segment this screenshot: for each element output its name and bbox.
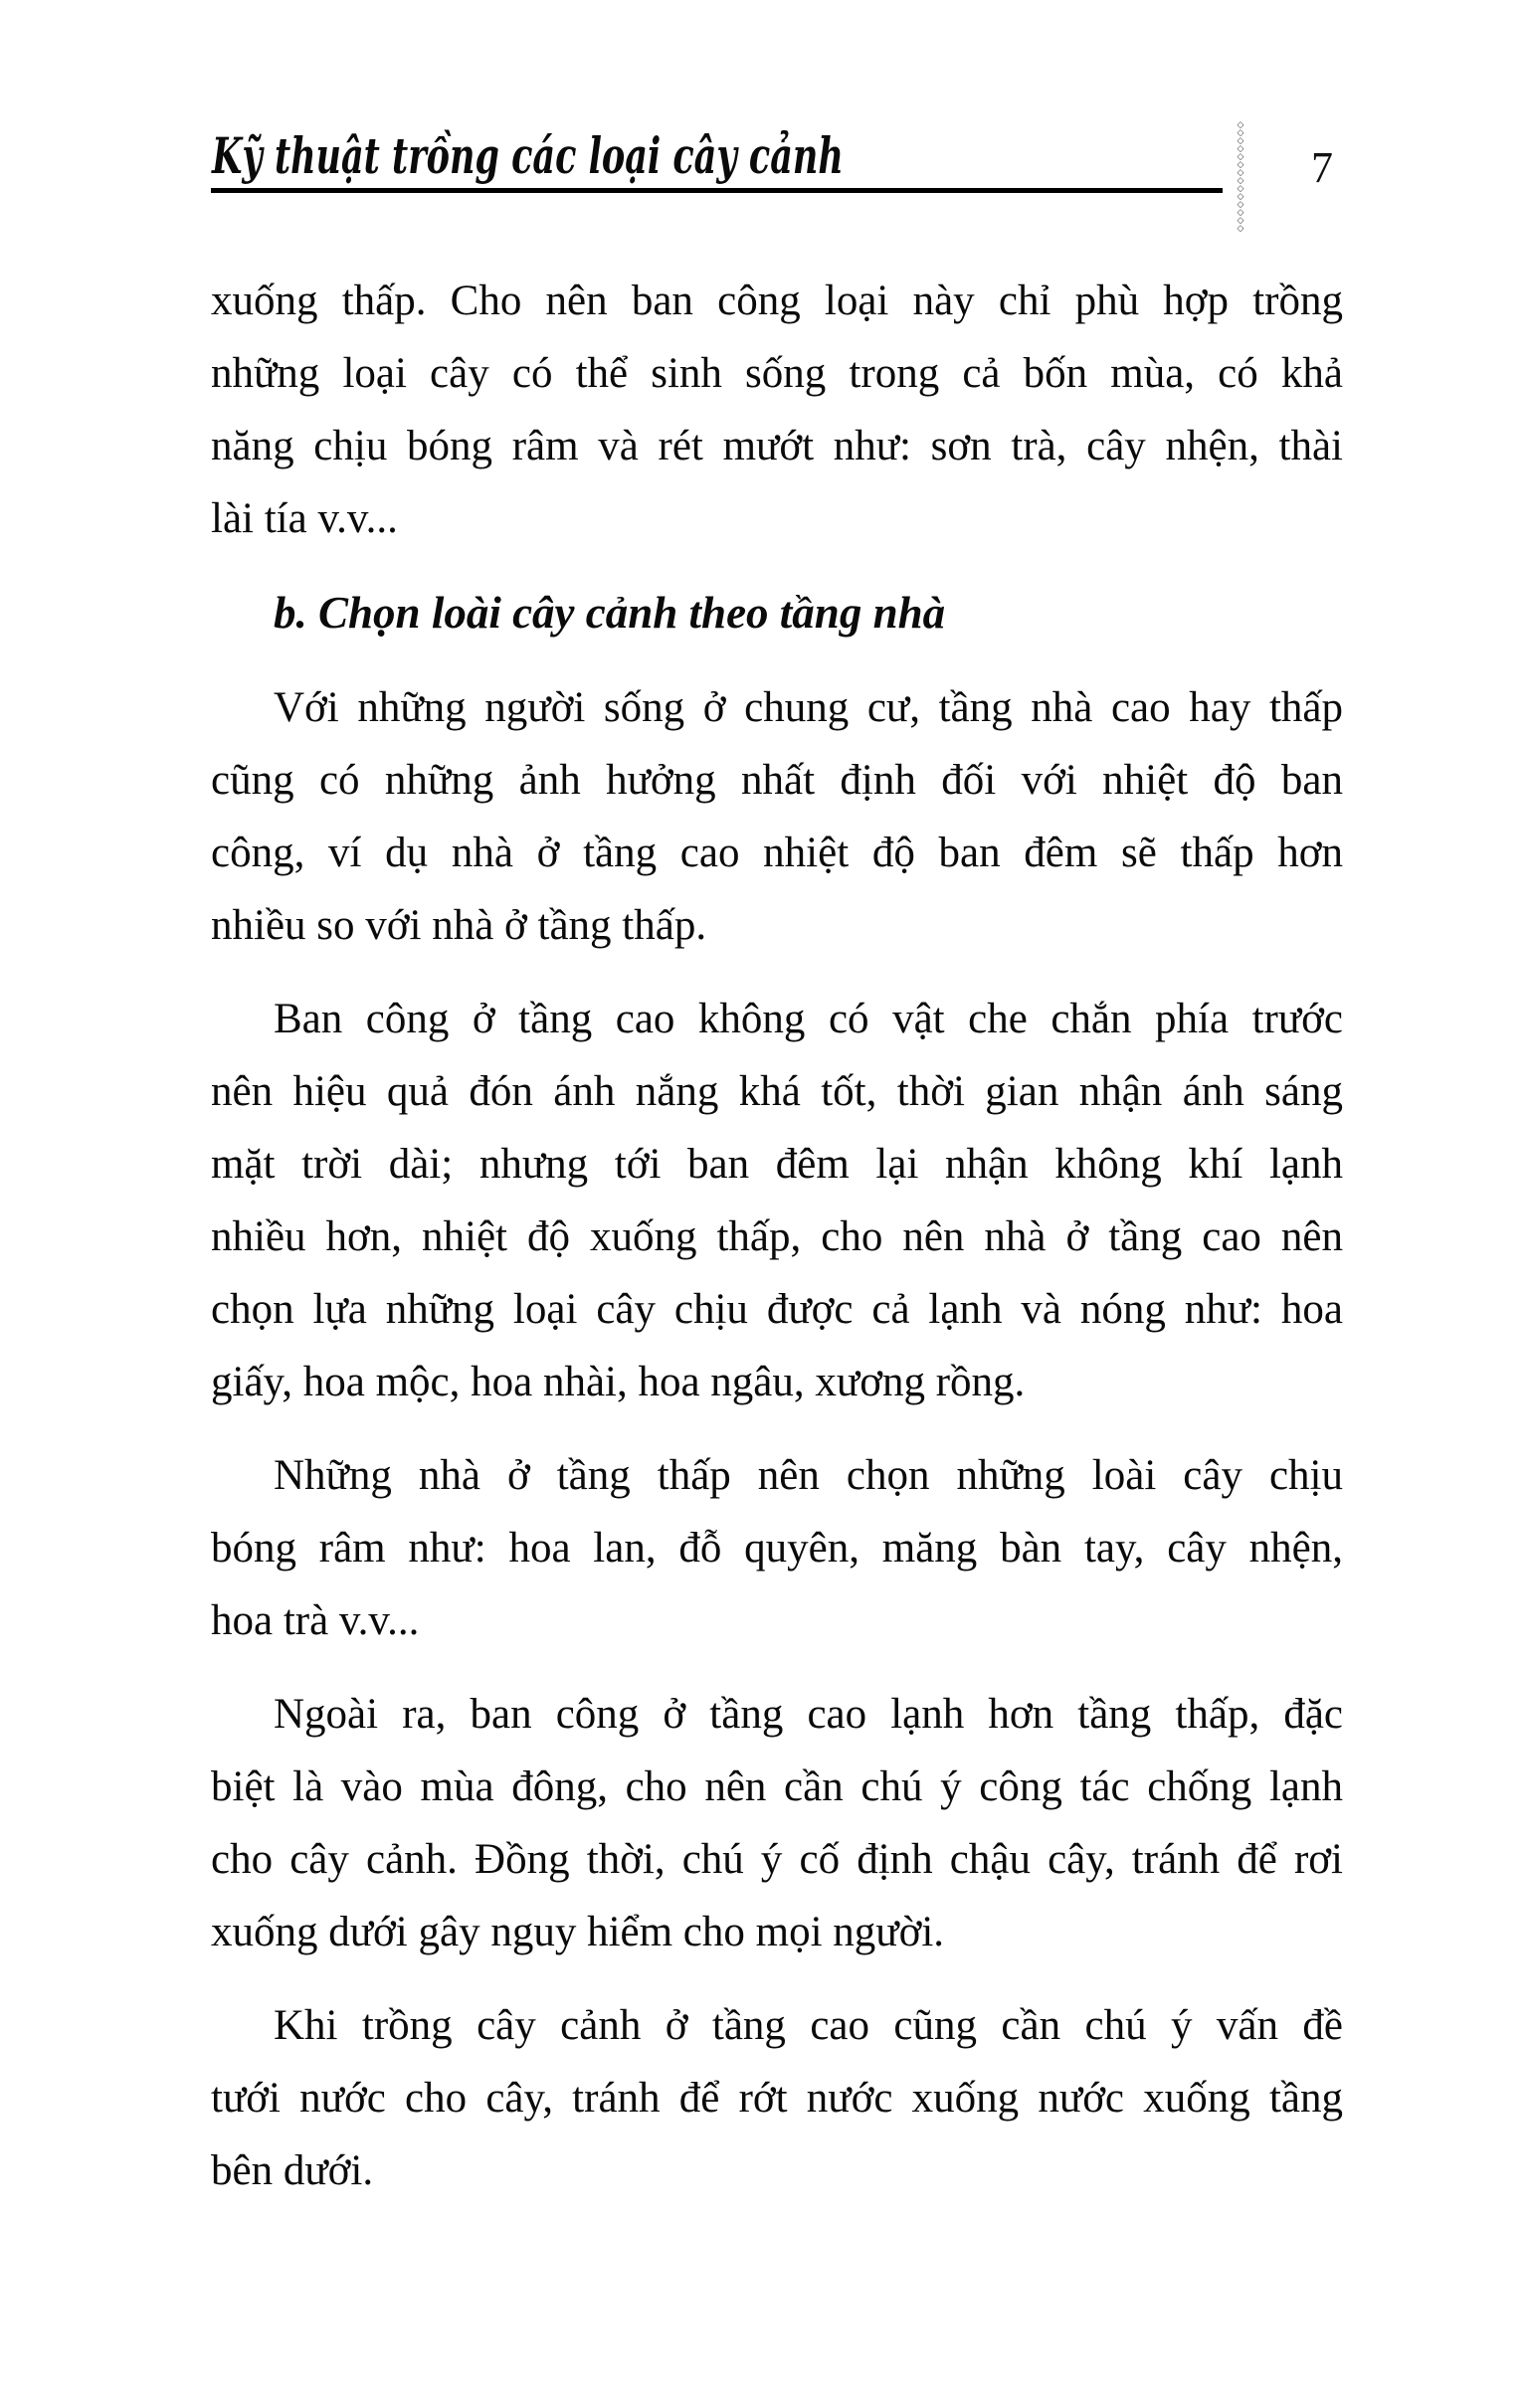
text-line: xuống thấp. Cho nên ban công loại này chỉ phù hợp trồng (211, 278, 1343, 324)
paragraph (211, 1989, 1343, 2207)
text-line: những loại cây có thể sinh sống trong cả bốn mùa, có khả (211, 350, 1343, 397)
text-line: hoa trà v.v... (211, 1597, 420, 1644)
paragraph (211, 671, 1343, 962)
text-line: lài tía v.v... (211, 495, 398, 542)
text-line: biệt là vào mùa đông, cho nên cần chú ý công tác chống lạnh (211, 1763, 1343, 1810)
text-line: tưới nước cho cây, tránh để rớt nước xuống nước xuống tầng (211, 2075, 1343, 2122)
text-line: Những nhà ở tầng thấp nên chọn những loài cây chịu (274, 1452, 1343, 1499)
paragraph (211, 265, 1343, 555)
paragraph (211, 1678, 1343, 1968)
text-line: chọn lựa những loại cây chịu được cả lạnh và nóng như: hoa (211, 1286, 1343, 1333)
text-line: công, ví dụ nhà ở tầng cao nhiệt độ ban đêm sẽ thấp hơn (211, 830, 1343, 876)
text-line: Ngoài ra, ban công ở tầng cao lạnh hơn tầng thấp, đặc (274, 1691, 1343, 1738)
paragraph (211, 1439, 1343, 1657)
running-header-title: Kỹ thuật trồng các loại cây cảnh (212, 126, 844, 185)
text-line: bên dưới. (211, 2147, 374, 2194)
text-line: xuống dưới gây nguy hiểm cho mọi người. (211, 1909, 945, 1955)
text-line: giấy, hoa mộc, hoa nhài, hoa ngâu, xương rồng. (211, 1359, 1026, 1405)
text-line: Ban công ở tầng cao không có vật che chắn phía trước (274, 996, 1343, 1042)
text-line: cho cây cảnh. Đồng thời, chú ý cố định chậu cây, tránh để rơi (211, 1836, 1343, 1883)
text-line: nên hiệu quả đón ánh nắng khá tốt, thời gian nhận ánh sáng (211, 1068, 1343, 1115)
text-line: mặt trời dài; nhưng tới ban đêm lại nhận không khí lạnh (211, 1141, 1343, 1188)
header-divider-rule (211, 188, 1223, 193)
page-number: 7 (1311, 143, 1333, 192)
ornament-chain-icon: ◇◇◇◇◇◇◇◇◇◇◇◇◇◇ (1237, 120, 1246, 232)
page-body-text (211, 265, 1343, 2228)
text-line: Khi trồng cây cảnh ở tầng cao cũng cần chú ý vấn đề (274, 2002, 1343, 2049)
text-line: bóng râm như: hoa lan, đỗ quyên, măng bàn tay, cây nhện, (211, 1525, 1343, 1572)
text-line: nhiều hơn, nhiệt độ xuống thấp, cho nên nhà ở tầng cao nên (211, 1213, 1343, 1260)
text-line: năng chịu bóng râm và rét mướt như: sơn trà, cây nhện, thài (211, 423, 1343, 469)
section-heading: b. Chọn loài cây cảnh theo tầng nhà (274, 588, 946, 638)
paragraph (211, 983, 1343, 1418)
text-line: Với những người sống ở chung cư, tầng nhà cao hay thấp (274, 684, 1343, 731)
text-line: cũng có những ảnh hưởng nhất định đối với nhiệt độ ban (211, 757, 1343, 804)
text-line: nhiều so với nhà ở tầng thấp. (211, 902, 707, 949)
